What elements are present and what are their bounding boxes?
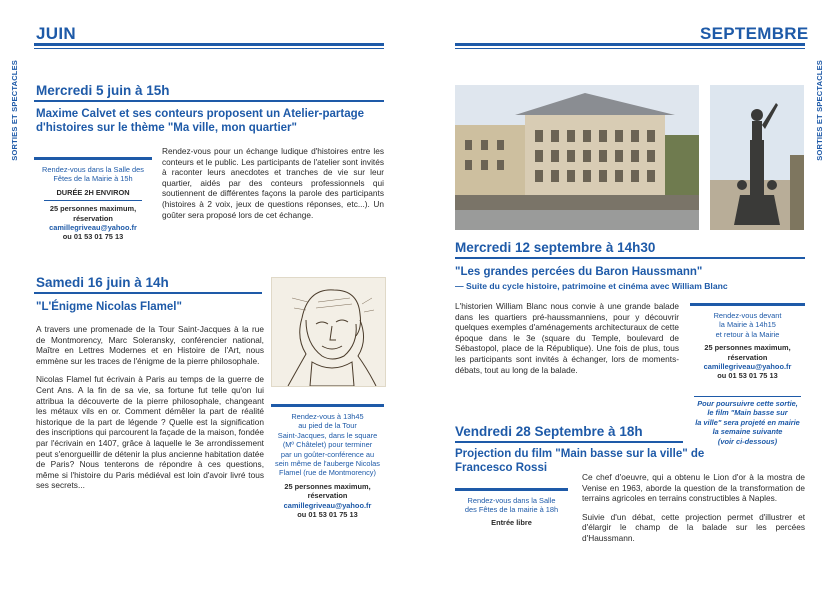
info-line: Rendez-vous à 13h45 — [291, 412, 364, 421]
info-box — [34, 157, 152, 242]
duration: DURÉE 2H ENVIRON — [56, 187, 130, 197]
note-line: Pour poursuivre cette sortie, — [697, 399, 798, 408]
event-title: Projection du film "Main basse sur la ville" de Francesco Rossi — [455, 448, 705, 474]
info-line: au pied de la Tour — [298, 421, 357, 431]
event-date: Mercredi 12 septembre à 14h30 — [455, 240, 656, 255]
note-line: la ville" sera projeté en mairie — [695, 417, 800, 427]
note-line: (voir ci-dessous) — [717, 436, 778, 446]
event-title: Maxime Calvet et ses conteurs proposent un Atelier-partage d'histoires sur le thème "Ma ville, mon quartier" — [36, 108, 365, 134]
month-heading-june: JUIN — [36, 24, 76, 43]
info-line: Rendez-vous dans la Salle — [467, 496, 556, 505]
info-line: (Mº Châtelet) pour terminer — [282, 440, 373, 450]
info-line: la Mairie à 14h15 — [719, 320, 776, 330]
paragraph: A travers une promenade de la Tour Saint-Jacques à la rue de Montmorency, Marc Soleransky, conférencier national, Maître en Lettres Modernes et en Histoire de l'Art, nous emmène sur les traces de l'énigme de la pierre philosophale. — [36, 324, 264, 366]
note-rule — [694, 396, 801, 397]
places-line: 25 personnes maximum, — [49, 204, 137, 214]
places-line: réservation — [307, 491, 348, 501]
phone: ou 01 53 01 75 13 — [297, 510, 358, 520]
paragraph: Rendez-vous pour un échange ludique d'histoires entre les conteurs et le public. Les participants de l'atelier sont invités à raconter leurs anecdotes et tranches de vie sur leur quartier, aidés par des conteurs professionnels qui soutiennent de différentes façons la parole des participants (histoires à 2 voix, jeux de questions réponses, etc...). Un goûter sera proposé lors de cet échange. — [162, 146, 384, 220]
event-date: Mercredi 5 juin à 15h — [36, 83, 170, 98]
date-underline — [34, 100, 384, 102]
places-line: réservation — [73, 213, 113, 223]
info-line: Fêtes de la Mairie à 15h — [53, 174, 133, 184]
info-box — [690, 303, 805, 381]
event-body — [582, 472, 805, 552]
photo-place-republique-statue — [710, 85, 804, 230]
info-line: Rendez-vous devant — [713, 311, 782, 320]
building-photo — [455, 85, 699, 230]
places-line: 25 personnes maximum, — [284, 481, 371, 491]
info-line: des Fêtes de la mairie à 18h — [464, 505, 559, 515]
email-link[interactable]: camillegriveau@yahoo.fr — [49, 223, 137, 233]
portrait-engraving — [271, 277, 386, 387]
info-box — [271, 404, 384, 519]
header-rule — [455, 43, 805, 46]
portrait-illustration — [272, 278, 385, 386]
event-subtitle: — Suite du cycle histoire, patrimoine et cinéma avec William Blanc — [455, 281, 728, 291]
date-underline — [455, 441, 683, 443]
paragraph: L'historien William Blanc nous convie à une grande balade dans les quartiers pré-haussmanniens, pour y découvrir quelques exemples d'aménagements architecturaux de cette époque dans le 3e (square du Temple, boulevard de Sébastopol, place de la République). Une fois de plus, tous les participants sont invités à échanger, lors de moments-débats, tout au long de la balade. — [455, 301, 679, 375]
note-line: la semaine suivante — [712, 427, 783, 437]
header-rule-thin — [34, 48, 384, 49]
header-rule-thin — [455, 48, 805, 49]
statue-photo — [710, 85, 804, 230]
info-line: sein même de l'auberge Nicolas — [275, 459, 380, 469]
date-underline — [455, 257, 805, 259]
photo-haussmann-building — [455, 85, 699, 230]
header-rule — [34, 43, 384, 46]
places-line: 25 personnes maximum, — [704, 343, 791, 353]
email-link[interactable]: camillegriveau@yahoo.fr — [703, 362, 792, 372]
event-body — [162, 146, 384, 228]
side-label-left: SORTIES ET SPECTACLES — [10, 60, 19, 161]
month-heading-september: SEPTEMBRE — [700, 24, 809, 43]
event-body — [36, 324, 264, 499]
paragraph: Nicolas Flamel fut écrivain à Paris au temps de la guerre de Cent Ans. A la fin de sa vie, sa fortune fut telle qu'on lui attribua la découverte de la pierre philosophale, changeant les métaux vils en or. Comment démêler la part de réalité historique de la part de légende ? Quelle est la signification des inscriptions qui parcourent la façade de la maison, fondée par l'écrivain en 1407, grâce à laquelle le 3e arrondissement peut s'enorgueillir de détenir la plus ancienne habitation datée de Paris? Nous tenterons de répondre à ces questions, même si l'histoire du Paris médiéval est loin d'avoir livré tous ses secrets... — [36, 374, 264, 491]
phone: ou 01 53 01 75 13 — [717, 371, 778, 381]
entry-note: Entrée libre — [491, 517, 532, 527]
info-line: Flamel (rue de Montmorency) — [279, 468, 376, 478]
info-line: Saint-Jacques, dans le square — [277, 430, 378, 440]
date-underline — [34, 292, 262, 294]
followup-note — [690, 399, 805, 446]
places-line: réservation — [727, 352, 768, 362]
event-title: "L'Énigme Nicolas Flamel" — [36, 301, 182, 313]
email-link[interactable]: camillegriveau@yahoo.fr — [283, 500, 372, 510]
event-date: Vendredi 28 Septembre à 18h — [455, 424, 643, 439]
phone: ou 01 53 01 75 13 — [62, 232, 124, 242]
event-title: "Les grandes percées du Baron Haussmann" — [455, 266, 703, 278]
info-box — [455, 488, 568, 527]
info-line: Rendez-vous dans la Salle des — [42, 165, 144, 174]
paragraph: Ce chef d'oeuvre, qui a obtenu le Lion d'or à la mostra de Venise en 1963, aborde la question de la transformation de terrains agricoles en terrains constructibles à Naples. — [582, 472, 805, 504]
paragraph: Suivie d'un débat, cette projection permet d'illustrer et d'élargir le champ de la balade sur les percées d'Haussmann. — [582, 511, 805, 543]
info-line: et retour à la Mairie — [715, 329, 780, 339]
note-line: le film "Main basse sur — [707, 408, 788, 418]
event-date: Samedi 16 juin à 14h — [36, 275, 169, 290]
event-body — [455, 301, 679, 383]
side-label-right: SORTIES ET SPECTACLES — [815, 60, 824, 161]
info-line: par un goûter-conférence au — [280, 449, 375, 459]
